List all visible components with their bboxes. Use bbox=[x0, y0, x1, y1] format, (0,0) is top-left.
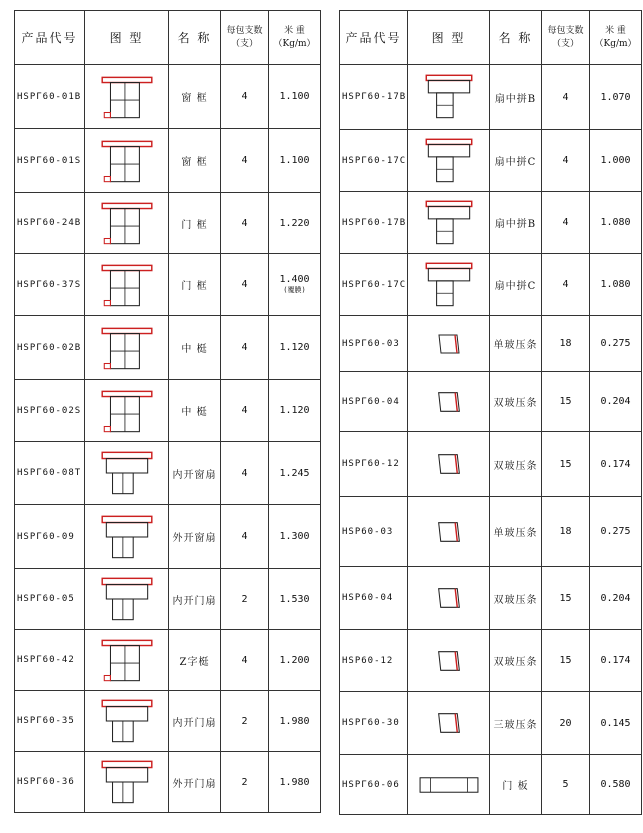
product-code: HSPΓ60-17C bbox=[340, 130, 408, 192]
product-name: 双玻压条 bbox=[490, 372, 542, 432]
window-frame-profile-icon bbox=[85, 65, 169, 129]
weight-per-meter bbox=[269, 254, 321, 316]
weight-value: 1.100 bbox=[279, 155, 310, 166]
product-name: 门 框 bbox=[169, 254, 221, 316]
glazing-bead-profile-icon bbox=[408, 372, 490, 432]
product-code: HSPΓ60-12 bbox=[340, 432, 408, 497]
product-code: HSPΓ60-36 bbox=[15, 752, 85, 813]
weight-per-meter bbox=[590, 65, 642, 130]
weight-value: 1.000 bbox=[600, 155, 631, 166]
table-row bbox=[15, 380, 321, 442]
table-row bbox=[340, 254, 642, 316]
product-name: 扇中拼B bbox=[490, 65, 542, 130]
pieces-per-bundle: 2 bbox=[221, 752, 269, 813]
weight-value: 0.145 bbox=[600, 717, 631, 729]
product-name: Z字梃 bbox=[169, 630, 221, 691]
sash-profile-icon bbox=[85, 442, 169, 505]
pieces-per-bundle: 20 bbox=[542, 692, 590, 755]
product-name: 内开窗扇 bbox=[169, 442, 221, 505]
weight-per-meter bbox=[590, 130, 642, 192]
mullion-profile-icon bbox=[85, 316, 169, 380]
product-code: HSP60-04 bbox=[340, 567, 408, 630]
product-code: HSPΓ60-08T bbox=[15, 442, 85, 505]
window-frame-profile-icon bbox=[85, 129, 169, 193]
pieces-per-bundle: 2 bbox=[221, 691, 269, 752]
product-name: 扇中拼C bbox=[490, 254, 542, 316]
pieces-per-bundle: 2 bbox=[221, 569, 269, 630]
header-code: 产品代号 bbox=[340, 11, 408, 65]
table-row bbox=[340, 755, 642, 815]
weight-per-meter bbox=[590, 630, 642, 692]
product-name: 三玻压条 bbox=[490, 692, 542, 755]
product-name: 内开门扇 bbox=[169, 569, 221, 630]
product-code: HSPΓ60-17B bbox=[340, 65, 408, 130]
door-sash-profile-icon bbox=[85, 691, 169, 752]
header-weight: 米 重 （Kg/m） bbox=[269, 11, 321, 65]
product-code: HSPΓ60-30 bbox=[340, 692, 408, 755]
table-row bbox=[340, 630, 642, 692]
weight-per-meter bbox=[269, 65, 321, 129]
product-code: HSPΓ60-42 bbox=[15, 630, 85, 691]
header-count: 每包支数 （支） bbox=[221, 11, 269, 65]
weight-per-meter bbox=[269, 691, 321, 752]
product-name: 单玻压条 bbox=[490, 497, 542, 567]
product-code: HSPΓ60-02S bbox=[15, 380, 85, 442]
pieces-per-bundle: 4 bbox=[221, 65, 269, 129]
weight-per-meter bbox=[269, 569, 321, 630]
sash-coupler-profile-icon bbox=[408, 130, 490, 192]
product-code: HSP60-03 bbox=[340, 497, 408, 567]
weight-per-meter bbox=[590, 192, 642, 254]
table-row bbox=[340, 130, 642, 192]
glazing-bead-profile-icon bbox=[408, 567, 490, 630]
product-code: HSPΓ60-24B bbox=[15, 193, 85, 254]
weight-per-meter bbox=[269, 442, 321, 505]
pieces-per-bundle: 4 bbox=[221, 129, 269, 193]
table-row bbox=[15, 630, 321, 691]
door-sash-profile-icon bbox=[85, 752, 169, 813]
product-code: HSPΓ60-01B bbox=[15, 65, 85, 129]
weight-value: 1.400 bbox=[279, 274, 310, 285]
weight-value: 0.580 bbox=[600, 779, 631, 790]
header-count: 每包支数 （支） bbox=[542, 11, 590, 65]
table-row bbox=[15, 505, 321, 569]
table-row bbox=[15, 129, 321, 193]
z-mullion-profile-icon bbox=[85, 630, 169, 691]
weight-value: 0.204 bbox=[600, 396, 631, 407]
door-sash-profile-icon bbox=[85, 569, 169, 630]
pieces-per-bundle: 18 bbox=[542, 316, 590, 372]
weight-value: 1.120 bbox=[279, 405, 310, 416]
product-name: 外开门扇 bbox=[169, 752, 221, 813]
product-code: HSPΓ60-35 bbox=[15, 691, 85, 752]
weight-value: 0.275 bbox=[600, 526, 631, 537]
product-name: 窗 框 bbox=[169, 65, 221, 129]
weight-value: 1.220 bbox=[279, 217, 310, 229]
header-name: 名 称 bbox=[169, 11, 221, 65]
pieces-per-bundle: 15 bbox=[542, 567, 590, 630]
weight-per-meter bbox=[269, 193, 321, 254]
weight-value: 1.980 bbox=[279, 715, 310, 727]
product-name: 中 梃 bbox=[169, 380, 221, 442]
product-name: 双玻压条 bbox=[490, 567, 542, 630]
product-name: 扇中拼B bbox=[490, 192, 542, 254]
pieces-per-bundle: 4 bbox=[221, 505, 269, 569]
weight-value: 1.120 bbox=[279, 342, 310, 353]
pieces-per-bundle: 15 bbox=[542, 432, 590, 497]
table-row bbox=[340, 567, 642, 630]
weight-per-meter bbox=[269, 129, 321, 193]
pieces-per-bundle: 4 bbox=[221, 254, 269, 316]
pieces-per-bundle: 4 bbox=[221, 316, 269, 380]
pieces-per-bundle: 15 bbox=[542, 630, 590, 692]
table-row bbox=[340, 316, 642, 372]
weight-per-meter bbox=[269, 752, 321, 813]
product-name: 扇中拼C bbox=[490, 130, 542, 192]
product-code: HSPΓ60-17C bbox=[340, 254, 408, 316]
table-row bbox=[15, 316, 321, 380]
product-name: 门 框 bbox=[169, 193, 221, 254]
sash-coupler-profile-icon bbox=[408, 65, 490, 130]
table-header-row bbox=[340, 11, 642, 65]
door-frame-profile-icon bbox=[85, 254, 169, 316]
weight-value: 0.174 bbox=[600, 458, 631, 470]
table-row bbox=[15, 569, 321, 630]
table-row bbox=[15, 254, 321, 316]
door-panel-profile-icon bbox=[408, 755, 490, 815]
glazing-bead-profile-icon bbox=[408, 497, 490, 567]
weight-per-meter bbox=[590, 372, 642, 432]
weight-value: 1.980 bbox=[279, 776, 310, 788]
glazing-bead-profile-icon bbox=[408, 630, 490, 692]
weight-per-meter bbox=[590, 567, 642, 630]
weight-value: 0.204 bbox=[600, 592, 631, 604]
table-row bbox=[340, 372, 642, 432]
pieces-per-bundle: 4 bbox=[221, 193, 269, 254]
weight-value: 1.530 bbox=[279, 593, 310, 605]
product-name: 双玻压条 bbox=[490, 432, 542, 497]
weight-per-meter bbox=[590, 254, 642, 316]
weight-value: 1.200 bbox=[279, 654, 310, 666]
pieces-per-bundle: 4 bbox=[542, 192, 590, 254]
table-row bbox=[340, 432, 642, 497]
weight-value: 1.080 bbox=[600, 279, 631, 290]
product-code: HSPΓ60-06 bbox=[340, 755, 408, 815]
glazing-bead-profile-icon bbox=[408, 432, 490, 497]
product-code: HSPΓ60-02B bbox=[15, 316, 85, 380]
product-name: 窗 框 bbox=[169, 129, 221, 193]
table-row bbox=[340, 65, 642, 130]
product-code: HSPΓ60-01S bbox=[15, 129, 85, 193]
product-name: 中 梃 bbox=[169, 316, 221, 380]
table-row bbox=[15, 193, 321, 254]
glazing-bead-profile-icon bbox=[408, 692, 490, 755]
door-frame-profile-icon bbox=[85, 193, 169, 254]
pieces-per-bundle: 4 bbox=[221, 630, 269, 691]
pieces-per-bundle: 4 bbox=[542, 254, 590, 316]
weight-value: 1.070 bbox=[600, 91, 631, 103]
product-code: HSPΓ60-17B bbox=[340, 192, 408, 254]
product-name: 门 板 bbox=[490, 755, 542, 815]
pieces-per-bundle: 5 bbox=[542, 755, 590, 815]
pieces-per-bundle: 18 bbox=[542, 497, 590, 567]
header-shape: 图 型 bbox=[85, 11, 169, 65]
table-row bbox=[15, 442, 321, 505]
weight-note: (覆膜) bbox=[283, 286, 306, 294]
table-row bbox=[340, 192, 642, 254]
weight-per-meter bbox=[269, 630, 321, 691]
weight-per-meter bbox=[590, 755, 642, 815]
table-row bbox=[340, 692, 642, 755]
product-code: HSPΓ60-05 bbox=[15, 569, 85, 630]
glazing-bead-profile-icon bbox=[408, 316, 490, 372]
pieces-per-bundle: 4 bbox=[221, 442, 269, 505]
mullion-profile-icon bbox=[85, 380, 169, 442]
table-row bbox=[15, 691, 321, 752]
weight-per-meter bbox=[590, 432, 642, 497]
product-code: HSP60-12 bbox=[340, 630, 408, 692]
product-name: 外开窗扇 bbox=[169, 505, 221, 569]
product-code: HSPΓ60-37S bbox=[15, 254, 85, 316]
weight-per-meter bbox=[590, 316, 642, 372]
product-name: 内开门扇 bbox=[169, 691, 221, 752]
pieces-per-bundle: 4 bbox=[221, 380, 269, 442]
sash-coupler-profile-icon bbox=[408, 192, 490, 254]
sash-profile-icon bbox=[85, 505, 169, 569]
product-name: 单玻压条 bbox=[490, 316, 542, 372]
pieces-per-bundle: 15 bbox=[542, 372, 590, 432]
sash-coupler-profile-icon bbox=[408, 254, 490, 316]
weight-per-meter bbox=[269, 316, 321, 380]
header-shape: 图 型 bbox=[408, 11, 490, 65]
weight-per-meter bbox=[590, 692, 642, 755]
table-row bbox=[15, 752, 321, 813]
pieces-per-bundle: 4 bbox=[542, 130, 590, 192]
weight-value: 1.100 bbox=[279, 91, 310, 102]
weight-per-meter bbox=[269, 380, 321, 442]
product-name: 双玻压条 bbox=[490, 630, 542, 692]
weight-value: 1.245 bbox=[279, 467, 310, 479]
table-header-row bbox=[15, 11, 321, 65]
header-name: 名 称 bbox=[490, 11, 542, 65]
table-row bbox=[340, 497, 642, 567]
weight-value: 0.174 bbox=[600, 655, 631, 666]
right-profile-table bbox=[339, 10, 642, 815]
left-profile-table bbox=[14, 10, 321, 813]
header-code: 产品代号 bbox=[15, 11, 85, 65]
product-code: HSPΓ60-09 bbox=[15, 505, 85, 569]
pieces-per-bundle: 4 bbox=[542, 65, 590, 130]
weight-value: 1.080 bbox=[600, 217, 631, 228]
weight-per-meter bbox=[590, 497, 642, 567]
header-weight: 米 重 （Kg/m） bbox=[590, 11, 642, 65]
product-code: HSPΓ60-03 bbox=[340, 316, 408, 372]
weight-per-meter bbox=[269, 505, 321, 569]
weight-value: 1.300 bbox=[279, 531, 310, 542]
weight-value: 0.275 bbox=[600, 338, 631, 349]
table-row bbox=[15, 65, 321, 129]
product-code: HSPΓ60-04 bbox=[340, 372, 408, 432]
